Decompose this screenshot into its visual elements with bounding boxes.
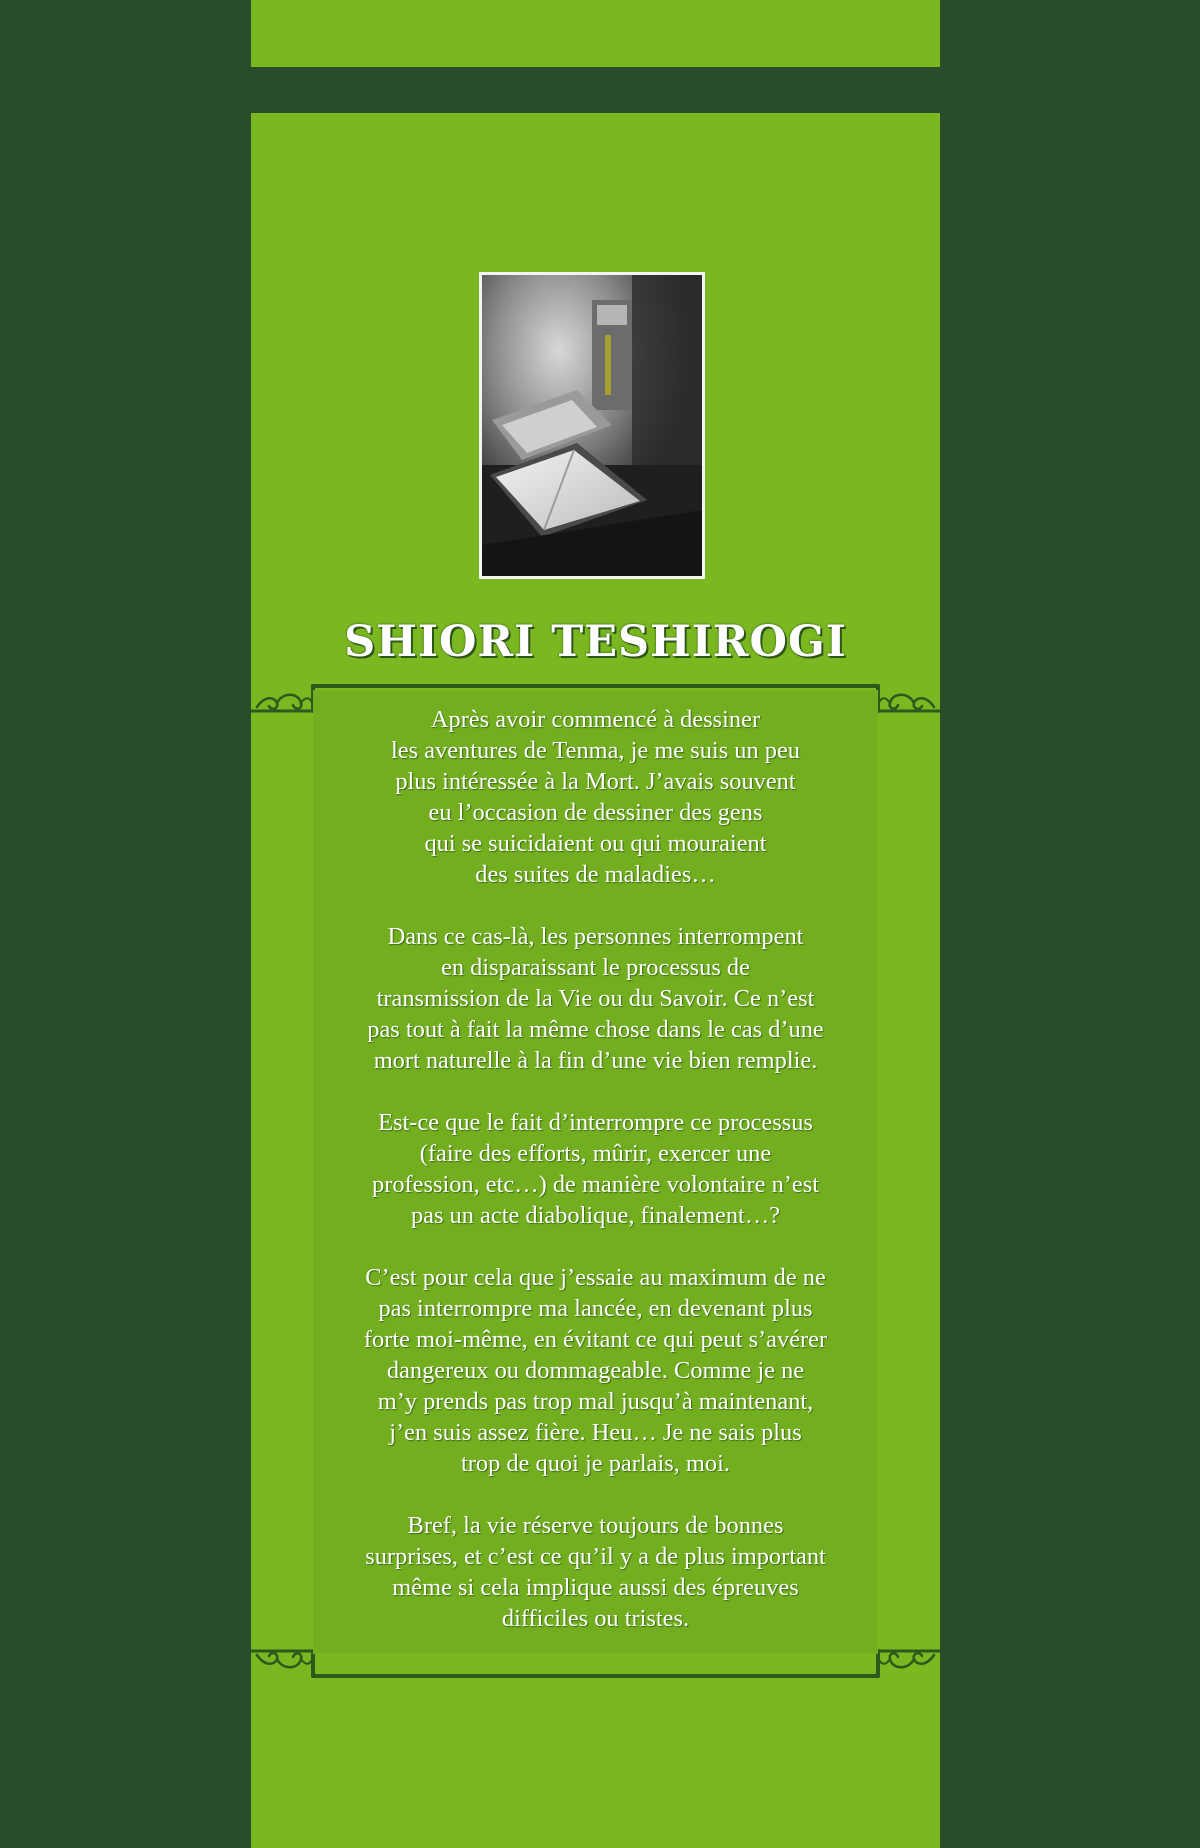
message-paragraph: Bref, la vie réserve toujours de bonnes surprises, et c’est ce qu’il y a de plus important même si cela implique aussi des épreuves difficiles ou tristes.: [365, 1512, 826, 1632]
message-paragraph: Est-ce que le fait d’interrompre ce processus (faire des efforts, mûrir, exercer une profession, etc…) de manière volontaire n’est pas un acte diabolique, finalement…?: [372, 1109, 819, 1229]
top-banner: [251, 0, 940, 67]
author-panel: [251, 113, 940, 1848]
message-paragraph: Dans ce cas-là, les personnes interrompent en disparaissant le processus de transmission de la Vie ou du Savoir. Ce n’est pas tout à fait la même chose dans le cas d’une mort naturelle à la fin d’une vie bien remplie.: [367, 923, 824, 1074]
message-paragraph: Après avoir commencé à dessiner les aventures de Tenma, je me suis un peu plus intéressée à la Mort. J’avais souvent eu l’occasion de dessiner des gens qui se suicidaient ou qui mouraient des suites de maladies…: [391, 706, 800, 888]
author-name: SHIORI TESHIROGI: [344, 617, 847, 667]
message-paragraph: C’est pour cela que j’essaie au maximum de ne pas interrompre ma lancée, en devenant plus forte moi-même, en évitant ce qui peut s’avérer dangereux ou dommageable. Comme je ne m’y prends pas trop mal jusqu’à maintenant, j’en suis assez fière. Heu… Je ne sais plus trop de quoi je parlais, moi.: [363, 1264, 828, 1477]
desk-sketchbook-photo-icon: [482, 275, 702, 576]
author-message: [323, 704, 868, 1634]
author-photo: [479, 272, 705, 579]
